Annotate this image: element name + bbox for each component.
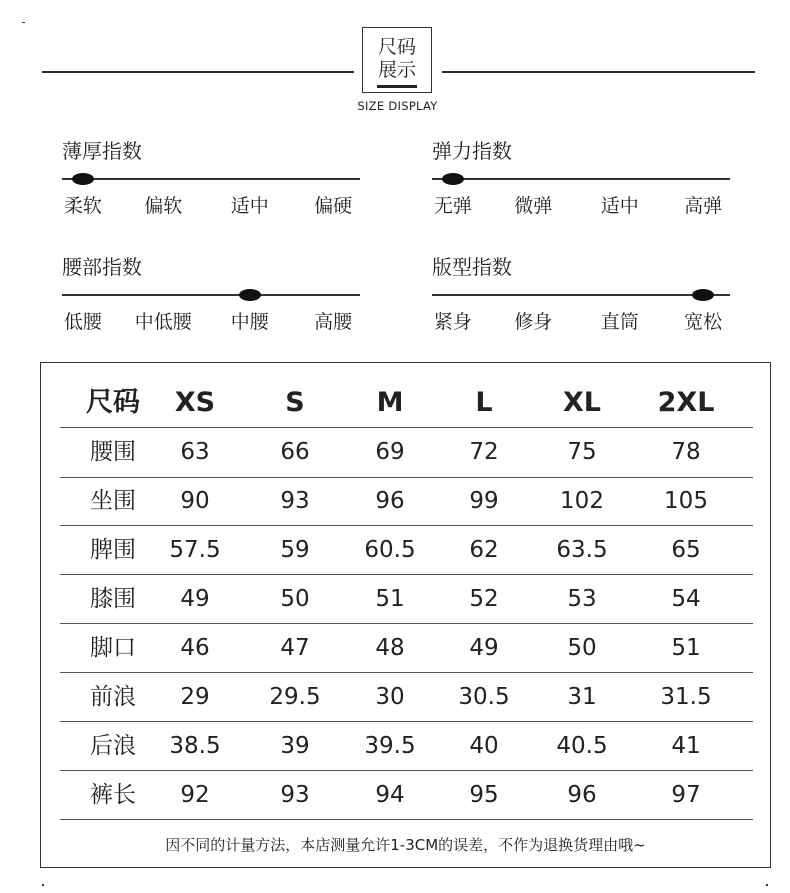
table-cell: 99 [469, 488, 499, 514]
table-cell: 90 [180, 488, 210, 514]
table-cell: 40.5 [556, 732, 608, 759]
table-row-divider [60, 574, 753, 575]
index-title: 版型指数 [432, 255, 512, 279]
corner-mark-left [42, 884, 44, 886]
index-option-label: 紧身 [433, 311, 472, 333]
table-cell: 63 [180, 439, 210, 465]
table-cell: 50 [280, 585, 310, 612]
size-table [40, 362, 771, 868]
table-cell: 51 [375, 585, 405, 612]
index-title: 薄厚指数 [62, 139, 142, 163]
header-size-label: 尺码 [86, 387, 140, 418]
index-option-label: 适中 [230, 195, 269, 217]
index-track [62, 178, 360, 180]
index-marker-dot [239, 289, 261, 301]
header-size-2xl: 2XL [657, 387, 715, 418]
table-cell: 38.5 [169, 732, 221, 759]
table-cell: 60.5 [364, 536, 416, 563]
header-size-m: M [376, 387, 404, 418]
table-row-divider [60, 672, 753, 673]
table-cell: 65 [671, 536, 701, 563]
table-cell: 93 [280, 488, 310, 514]
index-option-label: 高弹 [684, 195, 723, 217]
table-cell: 59 [280, 536, 310, 563]
index-marker-dot [72, 173, 94, 185]
table-cell: 29 [180, 683, 210, 710]
index-option-label: 微弹 [514, 195, 553, 217]
table-cell: 31.5 [660, 683, 712, 710]
subtitle: SIZE DISPLAY [357, 99, 438, 113]
table-cell: 46 [180, 634, 210, 661]
index-option-label: 偏软 [144, 195, 183, 217]
index-title: 腰部指数 [62, 255, 142, 279]
table-cell: 78 [671, 439, 701, 465]
table-cell: 29.5 [269, 683, 321, 710]
measurement-label: 腰围 [90, 439, 136, 465]
table-cell: 105 [664, 488, 708, 514]
header-size-s: S [285, 387, 305, 418]
index-scale [432, 138, 730, 228]
table-cell: 63.5 [556, 536, 608, 563]
index-option-label: 中低腰 [134, 311, 192, 333]
title-line-1: 尺码 [377, 36, 416, 58]
table-row-divider [60, 427, 753, 428]
measurement-label: 脚口 [90, 634, 136, 661]
table-cell: 39 [280, 732, 310, 759]
header-size-l: L [475, 387, 493, 418]
table-cell: 39.5 [364, 732, 416, 759]
table-cell: 62 [469, 536, 499, 563]
index-option-label: 无弹 [433, 195, 472, 217]
index-title: 弹力指数 [432, 139, 512, 163]
measurement-label: 裤长 [90, 781, 136, 808]
header-rule-right [442, 71, 755, 73]
measurement-label: 脾围 [90, 536, 136, 563]
index-scale [432, 254, 730, 344]
table-cell: 72 [469, 439, 499, 465]
table-row-divider [60, 770, 753, 771]
table-cell: 54 [671, 585, 701, 612]
table-cell: 66 [280, 439, 310, 465]
index-option-label: 中腰 [230, 311, 269, 333]
table-cell: 50 [567, 634, 597, 661]
table-cell: 53 [567, 585, 597, 612]
table-cell: 41 [671, 732, 701, 759]
index-option-label: 直筒 [600, 311, 639, 333]
measurement-label: 前浪 [90, 683, 136, 710]
corner-mark-right [766, 884, 768, 886]
measurement-label: 后浪 [90, 732, 136, 759]
title-underline [377, 85, 417, 88]
index-option-label: 宽松 [684, 311, 723, 333]
table-cell: 30 [375, 683, 405, 710]
title-line-2: 展示 [377, 59, 416, 81]
header-rule-left [42, 71, 354, 73]
table-cell: 97 [671, 781, 701, 808]
table-row-divider [60, 721, 753, 722]
table-cell: 31 [567, 683, 597, 710]
table-row-divider [60, 525, 753, 526]
table-cell: 49 [180, 585, 210, 612]
index-track [432, 294, 730, 296]
table-cell: 102 [560, 488, 604, 514]
index-scale [62, 138, 360, 228]
index-option-label: 高腰 [314, 311, 353, 333]
index-option-label: 偏硬 [314, 195, 353, 217]
measurement-label: 坐围 [90, 488, 136, 514]
index-option-label: 低腰 [63, 311, 102, 333]
table-cell: 57.5 [169, 536, 221, 563]
table-cell: 93 [280, 781, 310, 808]
index-track [432, 178, 730, 180]
table-cell: 95 [469, 781, 499, 808]
table-row-divider [60, 819, 753, 820]
measurement-label: 膝围 [90, 585, 136, 612]
table-cell: 47 [280, 634, 310, 661]
table-cell: 40 [469, 732, 499, 759]
table-cell: 30.5 [458, 683, 510, 710]
table-cell: 75 [567, 439, 597, 465]
table-row-divider [60, 477, 753, 478]
title-box [362, 27, 432, 93]
table-cell: 51 [671, 634, 701, 661]
header-size-xs: XS [174, 387, 216, 418]
table-cell: 96 [567, 781, 597, 808]
table-cell: 94 [375, 781, 405, 808]
index-scale [62, 254, 360, 344]
table-cell: 48 [375, 634, 405, 661]
index-option-label: 修身 [514, 311, 553, 333]
index-marker-dot [692, 289, 714, 301]
header-size-xl: XL [562, 387, 602, 418]
measurement-note: 因不同的计量方法，本店测量允许1-3CM的误差，不作为退换货理由哦~ [165, 836, 646, 854]
table-cell: 52 [469, 585, 499, 612]
index-option-label: 柔软 [63, 195, 102, 217]
index-marker-dot [442, 173, 464, 185]
index-option-label: 适中 [600, 195, 639, 217]
corner-mark-top [22, 22, 25, 23]
table-cell: 96 [375, 488, 405, 514]
index-track [62, 294, 360, 296]
table-row-divider [60, 623, 753, 624]
table-cell: 49 [469, 634, 499, 661]
table-cell: 69 [375, 439, 405, 465]
table-cell: 92 [180, 781, 210, 808]
